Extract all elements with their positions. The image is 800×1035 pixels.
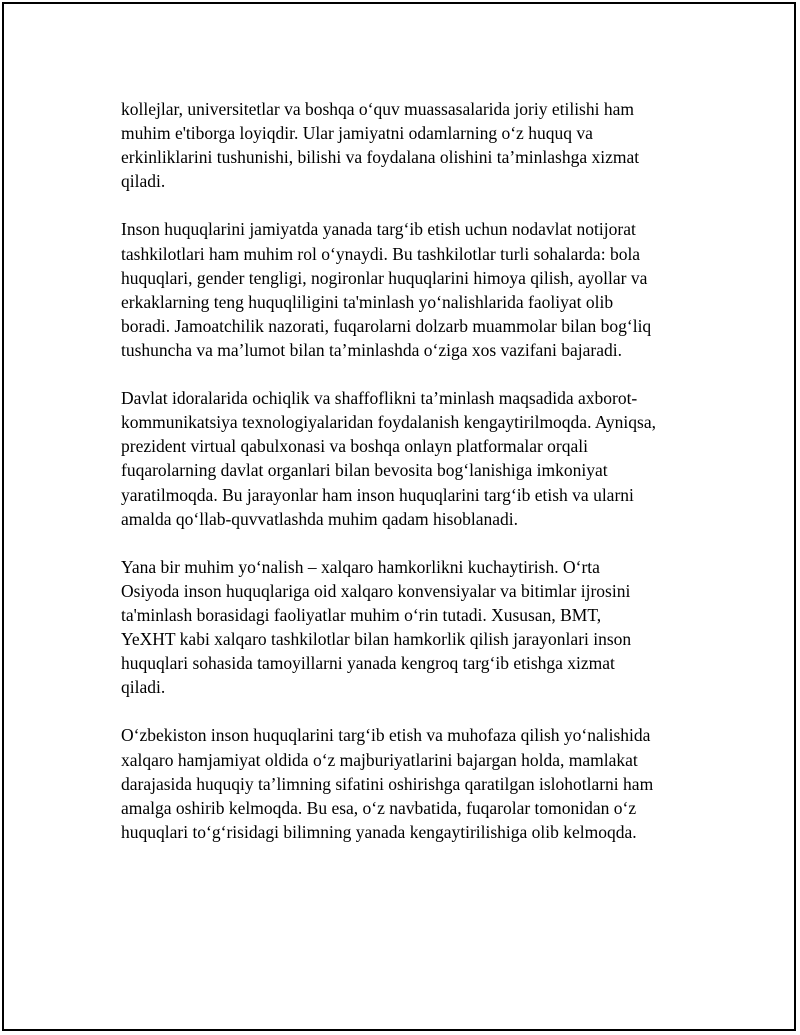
text-line: Davlat idoralarida ochiqlik va shaffoflikni ta’minlash maqsadida axborot- (121, 388, 638, 409)
text-line: huquqlari sohasida tamoyillarni yanada kengroq targ‘ib etishga xizmat (121, 653, 615, 674)
text-line: O‘zbekiston inson huquqlarini targ‘ib etish va muhofaza qilish yo‘nalishida (121, 725, 651, 746)
page-frame (2, 2, 796, 1031)
text-line: muhim e'tiborga loyiqdir. Ular jamiyatni odamlarning o‘z huquq va (121, 123, 593, 144)
text-line: yaratilmoqda. Bu jarayonlar ham inson huquqlarini targ‘ib etish va ularni (121, 484, 634, 505)
text-line: Yana bir muhim yo‘nalish – xalqaro hamkorlikni kuchaytirish. O‘rta (121, 556, 600, 577)
text-line: prezident virtual qabulxonasi va boshqa onlayn platformalar orqali (121, 436, 589, 457)
paragraph-3 (121, 386, 681, 531)
text-line: fuqarolarning davlat organlari bilan bevosita bog‘lanishiga imkoniyat (121, 460, 608, 481)
text-line: ta'minlash borasidagi faoliyatlar muhim o‘rin tutadi. Xususan, BMT, (121, 604, 602, 625)
text-line: qiladi. (121, 677, 166, 698)
text-line: YeXHT kabi xalqaro tashkilotlar bilan hamkorlik qilish jarayonlari inson (121, 629, 632, 650)
text-line: xalqaro hamjamiyat oldida o‘z majburiyatlarini bajargan holda, mamlakat (121, 749, 638, 770)
text-line: qiladi. (121, 171, 166, 192)
text-line: tushuncha va ma’lumot bilan ta’minlashda o‘ziga xos vazifani bajaradi. (121, 339, 623, 360)
text-line: darajasida huquqiy ta’limning sifatini oshirishga qaratilgan islohotlarni ham (121, 773, 654, 794)
text-line: tashkilotlari ham muhim rol o‘ynaydi. Bu tashkilotlar turli sohalarda: bola (121, 243, 641, 264)
text-line: amalda qo‘llab-quvvatlashda muhim qadam hisoblanadi. (121, 508, 519, 529)
text-line: Osiyoda inson huquqlariga oid xalqaro konvensiyalar va bitimlar ijrosini (121, 580, 631, 601)
paragraph-4 (121, 555, 681, 700)
text-line: erkinliklarini tushunishi, bilishi va foydalana olishini ta’minlashga xizmat (121, 147, 640, 168)
text-line: erkaklarning teng huquqliligini ta'minlash yo‘nalishlarida faoliyat olib (121, 291, 614, 312)
document-body (121, 97, 681, 868)
text-line: huquqlari to‘g‘risidagi bilimning yanada kengaytirilishiga olib kelmoqda. (121, 821, 637, 842)
paragraph-5 (121, 723, 681, 843)
text-line: amalga oshirib kelmoqda. Bu esa, o‘z navbatida, fuqarolar tomonidan o‘z (121, 797, 637, 818)
text-line: boradi. Jamoatchilik nazorati, fuqarolarni dolzarb muammolar bilan bog‘liq (121, 315, 652, 336)
paragraph-2 (121, 217, 681, 362)
text-line: Inson huquqlarini jamiyatda yanada targ‘ib etish uchun nodavlat notijorat (121, 219, 636, 240)
paragraph-1 (121, 97, 681, 193)
text-line: kommunikatsiya texnologiyalaridan foydalanish kengaytirilmoqda. Ayniqsa, (121, 412, 656, 433)
text-line: huquqlari, gender tengligi, nogironlar huquqlarini himoya qilish, ayollar va (121, 267, 648, 288)
text-line: kollejlar, universitetlar va boshqa o‘quv muassasalarida joriy etilishi ham (121, 99, 634, 119)
